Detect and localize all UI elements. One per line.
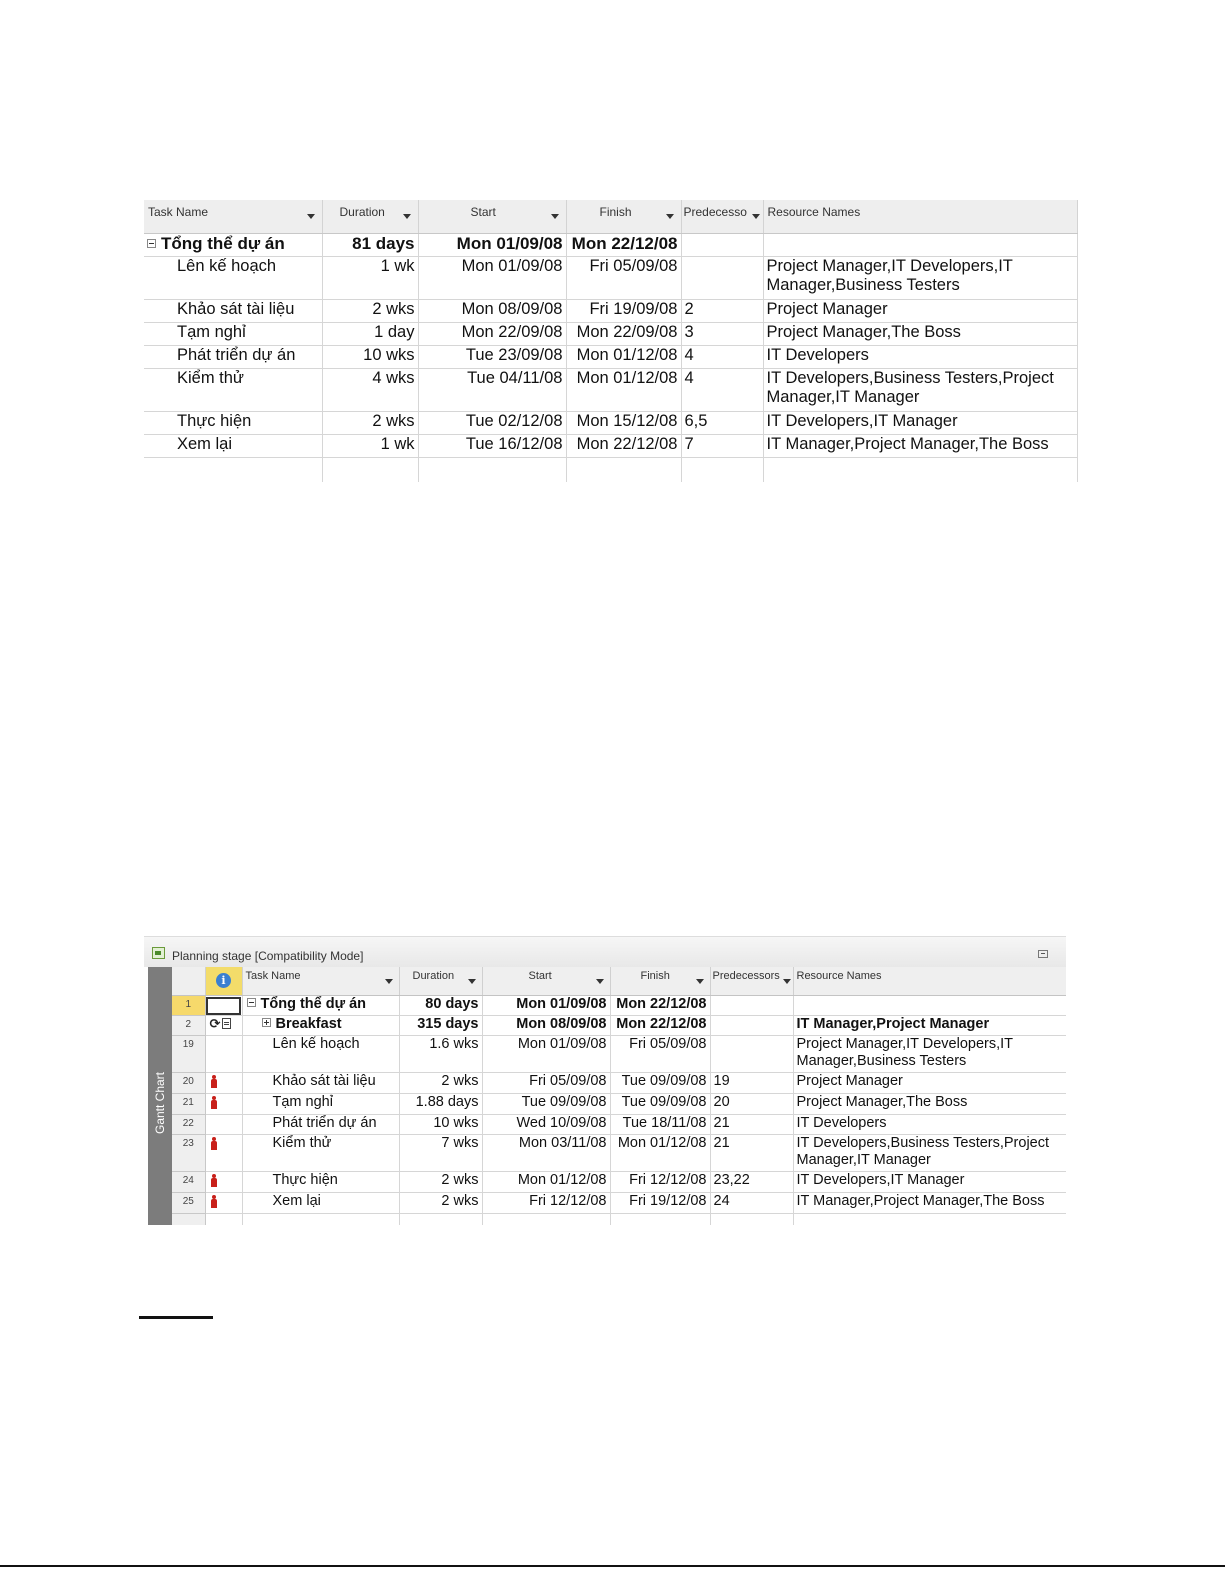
finish-cell[interactable]: Tue 09/09/08: [610, 1073, 710, 1094]
project-file-icon: [152, 947, 165, 959]
row-number[interactable]: 20: [172, 1073, 205, 1094]
task-name-cell[interactable]: Kiểm thử: [242, 1135, 399, 1172]
resource-cell[interactable]: IT Developers,Business Testers,Project Manager,IT Manager: [793, 1135, 1066, 1172]
finish-cell[interactable]: Mon 15/12/08: [566, 412, 681, 435]
task-name-cell[interactable]: Phát triển dự án: [144, 346, 322, 369]
duration-cell[interactable]: 315 days: [399, 1016, 482, 1036]
table-row[interactable]: [144, 435, 1077, 458]
task-name-cell[interactable]: Lên kế hoạch: [144, 257, 322, 300]
start-cell[interactable]: Mon 03/11/08: [482, 1135, 610, 1172]
underline-heading-mark: [139, 1316, 213, 1319]
indicator-cell[interactable]: [205, 1135, 242, 1172]
duration-cell[interactable]: 2 wks: [399, 1193, 482, 1214]
start-cell[interactable]: Mon 08/09/08: [418, 300, 566, 323]
indicator-cell[interactable]: [205, 1172, 242, 1193]
resource-cell[interactable]: IT Manager,Project Manager,The Boss: [763, 435, 1077, 458]
table-row[interactable]: [172, 1073, 1066, 1094]
task-name-cell[interactable]: Khảo sát tài liệu: [144, 300, 322, 323]
dropdown-arrow-icon[interactable]: [752, 214, 760, 219]
dropdown-arrow-icon[interactable]: [696, 979, 704, 984]
start-cell[interactable]: Fri 12/12/08: [482, 1193, 610, 1214]
dropdown-arrow-icon[interactable]: [551, 214, 559, 219]
predecessors-cell[interactable]: [710, 1036, 793, 1073]
start-cell[interactable]: Tue 02/12/08: [418, 412, 566, 435]
table-row[interactable]: [172, 1016, 1066, 1036]
duration-cell[interactable]: 1 wk: [322, 435, 418, 458]
row-number[interactable]: 1: [172, 996, 205, 1016]
overallocated-person-icon[interactable]: [211, 1174, 217, 1187]
resource-cell[interactable]: Project Manager,IT Developers,IT Manager,Business Testers: [763, 257, 1077, 300]
finish-cell[interactable]: Mon 22/09/08: [566, 323, 681, 346]
finish-cell[interactable]: Mon 01/12/08: [610, 1135, 710, 1172]
predecessors-cell[interactable]: 20: [710, 1094, 793, 1115]
table-header: [172, 967, 1066, 996]
col-finish[interactable]: Finish: [566, 200, 681, 234]
indicator-cell[interactable]: [205, 1115, 242, 1135]
col-task-name[interactable]: Task Name: [242, 967, 399, 996]
start-cell[interactable]: Tue 09/09/08: [482, 1094, 610, 1115]
select-all-corner[interactable]: [172, 967, 205, 996]
duration-cell[interactable]: 7 wks: [399, 1135, 482, 1172]
start-cell[interactable]: Mon 01/09/08: [482, 1036, 610, 1073]
duration-cell[interactable]: 1 wk: [322, 257, 418, 300]
resource-cell[interactable]: IT Developers: [763, 346, 1077, 369]
col-start[interactable]: Start: [482, 967, 610, 996]
duration-cell[interactable]: 1 day: [322, 323, 418, 346]
empty-row[interactable]: [172, 1214, 1066, 1226]
finish-cell[interactable]: Mon 22/12/08: [566, 234, 681, 257]
finish-cell[interactable]: Mon 22/12/08: [610, 1016, 710, 1036]
task-name-cell[interactable]: Kiểm thử: [144, 369, 322, 412]
col-resource-names[interactable]: Resource Names: [793, 967, 1066, 996]
info-icon: i: [216, 973, 231, 988]
page-bottom-rule: [0, 1565, 1225, 1567]
indicator-cell[interactable]: [205, 1036, 242, 1073]
task-name-cell[interactable]: Thực hiện: [144, 412, 322, 435]
table-header: [144, 200, 1077, 234]
finish-cell[interactable]: Fri 05/09/08: [566, 257, 681, 300]
finish-cell[interactable]: Fri 12/12/08: [610, 1172, 710, 1193]
predecessors-cell[interactable]: 21: [710, 1115, 793, 1135]
dropdown-arrow-icon[interactable]: [783, 979, 791, 984]
row-number[interactable]: 21: [172, 1094, 205, 1115]
table-row[interactable]: [172, 996, 1066, 1016]
finish-cell[interactable]: Mon 22/12/08: [566, 435, 681, 458]
duration-cell[interactable]: 10 wks: [399, 1115, 482, 1135]
duration-cell[interactable]: 2 wks: [399, 1172, 482, 1193]
duration-cell[interactable]: 4 wks: [322, 369, 418, 412]
table-row[interactable]: [144, 257, 1077, 300]
predecessors-cell[interactable]: 21: [710, 1135, 793, 1172]
finish-cell[interactable]: Tue 09/09/08: [610, 1094, 710, 1115]
predecessors-cell[interactable]: 4: [681, 346, 763, 369]
indicator-cell[interactable]: [205, 1073, 242, 1094]
table-row[interactable]: [172, 1135, 1066, 1172]
start-cell[interactable]: Wed 10/09/08: [482, 1115, 610, 1135]
finish-cell[interactable]: Fri 19/12/08: [610, 1193, 710, 1214]
overallocated-person-icon[interactable]: [211, 1137, 217, 1150]
task-name-cell[interactable]: Tổng thể dự án: [242, 996, 399, 1016]
col-finish[interactable]: Finish: [610, 967, 710, 996]
task-name-cell[interactable]: Xem lại: [144, 435, 322, 458]
duration-cell[interactable]: 2 wks: [399, 1073, 482, 1094]
window-title-bar: [144, 936, 1066, 967]
resource-cell[interactable]: IT Manager,Project Manager,The Boss: [793, 1193, 1066, 1214]
view-bar-gantt-chart[interactable]: [148, 967, 172, 1225]
overallocated-person-icon[interactable]: [211, 1075, 217, 1088]
overallocated-person-icon[interactable]: [211, 1096, 217, 1109]
resource-cell[interactable]: [763, 234, 1077, 257]
row-number[interactable]: 22: [172, 1115, 205, 1135]
start-cell[interactable]: Mon 01/09/08: [418, 234, 566, 257]
predecessors-cell[interactable]: 3: [681, 323, 763, 346]
finish-cell[interactable]: Mon 01/12/08: [566, 346, 681, 369]
task-table-2: [172, 967, 1066, 1225]
resource-cell[interactable]: IT Developers,Business Testers,Project Manager,IT Manager: [763, 369, 1077, 412]
predecessors-cell[interactable]: [681, 234, 763, 257]
duration-cell[interactable]: 10 wks: [322, 346, 418, 369]
predecessors-cell[interactable]: 6,5: [681, 412, 763, 435]
finish-cell[interactable]: Fri 05/09/08: [610, 1036, 710, 1073]
row-number[interactable]: 25: [172, 1193, 205, 1214]
row-number[interactable]: 2: [172, 1016, 205, 1036]
resource-cell[interactable]: Project Manager: [763, 300, 1077, 323]
task-name-cell[interactable]: Thực hiện: [242, 1172, 399, 1193]
resource-cell[interactable]: Project Manager,The Boss: [793, 1094, 1066, 1115]
start-cell[interactable]: Mon 01/09/08: [482, 996, 610, 1016]
finish-cell[interactable]: Mon 22/12/08: [610, 996, 710, 1016]
col-resource-names[interactable]: Resource Names: [763, 200, 1077, 234]
table-row[interactable]: [144, 234, 1077, 257]
finish-cell[interactable]: Mon 01/12/08: [566, 369, 681, 412]
predecessors-cell[interactable]: [681, 257, 763, 300]
col-duration[interactable]: Duration: [399, 967, 482, 996]
resource-cell[interactable]: IT Manager,Project Manager: [793, 1016, 1066, 1036]
indicator-cell[interactable]: [205, 1094, 242, 1115]
dropdown-arrow-icon[interactable]: [403, 214, 411, 219]
predecessors-cell[interactable]: 7: [681, 435, 763, 458]
note-icon: [222, 1018, 231, 1029]
duration-cell[interactable]: 1.88 days: [399, 1094, 482, 1115]
dropdown-arrow-icon[interactable]: [596, 979, 604, 984]
task-table-1: [144, 200, 1078, 482]
start-cell[interactable]: Tue 23/09/08: [418, 346, 566, 369]
collapse-icon[interactable]: [147, 239, 156, 248]
overallocated-person-icon[interactable]: [211, 1195, 217, 1208]
row-number[interactable]: 19: [172, 1036, 205, 1073]
indicator-cell[interactable]: [205, 996, 242, 1016]
resource-cell[interactable]: [793, 996, 1066, 1016]
start-cell[interactable]: Mon 01/12/08: [482, 1172, 610, 1193]
dropdown-arrow-icon[interactable]: [468, 979, 476, 984]
start-cell[interactable]: Tue 04/11/08: [418, 369, 566, 412]
col-start[interactable]: Start: [418, 200, 566, 234]
task-name-cell[interactable]: Xem lại: [242, 1193, 399, 1214]
duration-cell[interactable]: 1.6 wks: [399, 1036, 482, 1073]
indicator-cell[interactable]: [205, 1016, 242, 1036]
resource-cell[interactable]: IT Developers: [793, 1115, 1066, 1135]
start-cell[interactable]: Mon 01/09/08: [418, 257, 566, 300]
predecessors-cell[interactable]: 24: [710, 1193, 793, 1214]
view-bar-label: Gantt Chart: [153, 1071, 167, 1135]
predecessors-cell[interactable]: [710, 1016, 793, 1036]
indicator-cell[interactable]: [205, 1193, 242, 1214]
table-row[interactable]: [144, 323, 1077, 346]
start-cell[interactable]: Mon 08/09/08: [482, 1016, 610, 1036]
col-task-name[interactable]: Task Name: [144, 200, 322, 234]
col-indicators[interactable]: [205, 967, 242, 996]
table-row[interactable]: [144, 346, 1077, 369]
table-row[interactable]: [172, 1094, 1066, 1115]
dropdown-arrow-icon[interactable]: [307, 214, 315, 219]
table-row[interactable]: [172, 1115, 1066, 1135]
project-window: [144, 936, 1066, 1225]
predecessors-cell[interactable]: [710, 996, 793, 1016]
resource-cell[interactable]: Project Manager,IT Developers,IT Manager,Business Testers: [793, 1036, 1066, 1073]
dropdown-arrow-icon[interactable]: [666, 214, 674, 219]
predecessors-cell[interactable]: 2: [681, 300, 763, 323]
table-row[interactable]: [172, 1036, 1066, 1073]
task-name-cell[interactable]: Lên kế hoạch: [242, 1036, 399, 1073]
resource-cell[interactable]: Project Manager,The Boss: [763, 323, 1077, 346]
row-number[interactable]: 24: [172, 1172, 205, 1193]
finish-cell[interactable]: Fri 19/09/08: [566, 300, 681, 323]
resource-cell[interactable]: IT Developers,IT Manager: [763, 412, 1077, 435]
task-name-cell[interactable]: Tổng thể dự án: [144, 234, 322, 257]
finish-cell[interactable]: Tue 18/11/08: [610, 1115, 710, 1135]
task-name-cell[interactable]: Tạm nghỉ: [242, 1094, 399, 1115]
col-duration[interactable]: Duration: [322, 200, 418, 234]
recurring-task-icon: ⟳: [209, 1017, 221, 1032]
resource-cell[interactable]: Project Manager: [793, 1073, 1066, 1094]
dropdown-arrow-icon[interactable]: [385, 979, 393, 984]
duration-cell[interactable]: 81 days: [322, 234, 418, 257]
col-predecessors[interactable]: Predecessors: [710, 967, 793, 996]
duration-cell[interactable]: 2 wks: [322, 412, 418, 435]
task-name-cell[interactable]: Khảo sát tài liệu: [242, 1073, 399, 1094]
task-name-cell[interactable]: Phát triển dự án: [242, 1115, 399, 1135]
start-cell[interactable]: Fri 05/09/08: [482, 1073, 610, 1094]
table-row[interactable]: [172, 1193, 1066, 1214]
restore-window-icon[interactable]: [1038, 950, 1048, 958]
duration-cell[interactable]: 2 wks: [322, 300, 418, 323]
table-row[interactable]: [144, 412, 1077, 435]
duration-cell[interactable]: 80 days: [399, 996, 482, 1016]
task-name-cell[interactable]: Tạm nghỉ: [144, 323, 322, 346]
predecessors-cell[interactable]: 4: [681, 369, 763, 412]
col-predecessors[interactable]: Predecesso: [681, 200, 763, 234]
start-cell[interactable]: Mon 22/09/08: [418, 323, 566, 346]
window-title: Planning stage [Compatibility Mode]: [172, 949, 364, 963]
table-row[interactable]: [144, 369, 1077, 412]
table-row[interactable]: [144, 300, 1077, 323]
predecessors-cell[interactable]: 19: [710, 1073, 793, 1094]
start-cell[interactable]: Tue 16/12/08: [418, 435, 566, 458]
table-row[interactable]: [172, 1172, 1066, 1193]
empty-row[interactable]: [144, 458, 1077, 483]
collapse-icon[interactable]: [247, 998, 256, 1007]
expand-icon[interactable]: [262, 1018, 271, 1027]
task-name-cell[interactable]: Breakfast: [242, 1016, 399, 1036]
predecessors-cell[interactable]: 23,22: [710, 1172, 793, 1193]
resource-cell[interactable]: IT Developers,IT Manager: [793, 1172, 1066, 1193]
row-number[interactable]: 23: [172, 1135, 205, 1172]
